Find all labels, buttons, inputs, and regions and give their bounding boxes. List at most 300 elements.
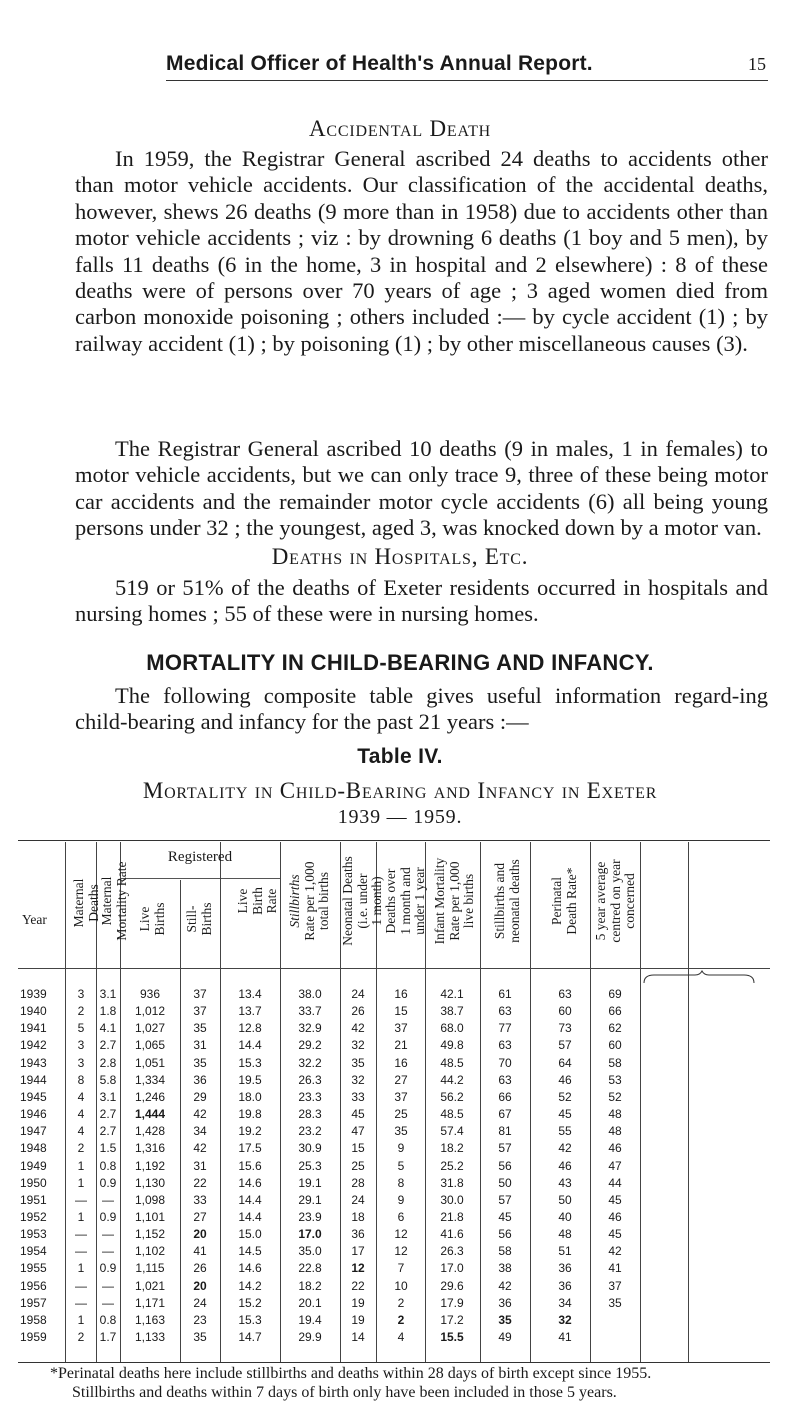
header-perinatal-rate (550, 844, 579, 958)
table-cell: 66 (498, 1089, 512, 1104)
table-cell: 44.2 (440, 1072, 464, 1087)
table-cell: 0.8 (99, 1158, 117, 1173)
table-cell: 56 (498, 1227, 512, 1242)
table-cell: 0.9 (99, 1209, 117, 1224)
table-cell: 4.1 (99, 1021, 117, 1036)
table-cell-year: 1943 (20, 1055, 47, 1070)
table-cell-year: 1958 (20, 1312, 47, 1327)
table-cell-year: 1939 (20, 987, 47, 1001)
table-cell: 52 (558, 1089, 572, 1104)
header-stillbirths-rate-line-2: Rate per 1,000 (301, 861, 317, 941)
table-cell-year: 1948 (20, 1141, 47, 1156)
table-cell: 3 (77, 1038, 85, 1053)
table-cell: 32.9 (298, 1021, 322, 1036)
header-still-births-text: Still-Births (184, 902, 214, 936)
table-cell: 15 (394, 1004, 408, 1019)
table-title: Mortality in Child-Bearing and Infancy in Exeter (142, 778, 658, 803)
table-cell: 2.8 (99, 1055, 117, 1070)
table-cell: 2.7 (99, 1107, 117, 1122)
table-cell: 63 (498, 1038, 512, 1053)
table-cell: 2 (77, 1330, 85, 1344)
table-cell: 81 (498, 1124, 512, 1139)
table-cell: 33 (351, 1089, 365, 1104)
table-cell: 1,098 (134, 1192, 166, 1207)
table-cell: 41 (193, 1244, 207, 1259)
table-cell: 1,246 (134, 1089, 166, 1104)
table-cell: 15.3 (238, 1312, 262, 1327)
table-cell: 23 (193, 1312, 207, 1327)
table-cell: 50 (498, 1175, 512, 1190)
table-cell-year: 1940 (20, 1004, 47, 1019)
table-cell: 56 (498, 1158, 512, 1173)
table-cell: 18.2 (298, 1278, 322, 1293)
table-cell: 44 (608, 1175, 622, 1190)
header-maternal-rate (100, 844, 129, 958)
table-cell: 17.2 (440, 1312, 464, 1327)
table-cell: 41 (608, 1261, 622, 1276)
table-cell: 15.5 (440, 1330, 464, 1344)
table-cell: 26.3 (298, 1072, 322, 1087)
table-cell: 15.2 (238, 1295, 262, 1310)
table-cell: 29.2 (298, 1038, 322, 1053)
table-cell: 36 (558, 1278, 572, 1293)
header-stillbirths-rate-line-1: Stillbirths (287, 874, 302, 928)
table-cell: 31.8 (440, 1175, 464, 1190)
table-cell: 35.0 (298, 1244, 322, 1259)
page-number: 15 (748, 54, 766, 74)
table-cell: 32 (351, 1038, 365, 1053)
table-cell: 36 (498, 1295, 512, 1310)
table-cell: 26 (193, 1261, 207, 1276)
header-stillneo-line-1: Stillbirths and (492, 862, 507, 940)
table-cell-year: 1954 (20, 1244, 47, 1259)
table-cell: 36 (351, 1227, 365, 1242)
table-cell: 48 (608, 1124, 622, 1139)
table-cell: 15 (351, 1141, 365, 1156)
table-cell: 14.7 (238, 1330, 262, 1344)
table-cell: 1,102 (134, 1244, 166, 1259)
table-cell: 5.8 (99, 1072, 117, 1087)
table-cell: 23.2 (298, 1124, 322, 1139)
table-cell: 3.1 (99, 987, 117, 1001)
mortality-heading: MORTALITY IN CHILD-BEARING AND INFANCY. (146, 650, 654, 675)
table-cell: 31 (193, 1038, 207, 1053)
table-cell: 48 (608, 1107, 622, 1122)
table-cell: 46 (608, 1209, 622, 1224)
header-stillbirths-rate (288, 844, 332, 958)
table-cell: — (102, 1295, 114, 1310)
header-bottom-rule (18, 968, 770, 969)
table-cell: 19 (351, 1312, 365, 1327)
header-maternal-rate-text: Maternal Mortality Rate (99, 861, 129, 941)
header-five-year-average (594, 844, 638, 958)
header-stillneo-line-2: neonatal deaths (506, 859, 522, 943)
table-cell: — (102, 1244, 114, 1259)
table-cell: 18.2 (440, 1141, 464, 1156)
table-cell: 14.2 (238, 1278, 262, 1293)
table-cell: 20 (193, 1227, 207, 1242)
table-cell: 32.2 (298, 1055, 322, 1070)
table-cell: 21.8 (440, 1209, 464, 1224)
table-cell: 3 (77, 1055, 85, 1070)
table-cell: 26.3 (440, 1244, 464, 1259)
table-cell: 45 (558, 1107, 572, 1122)
table-cell: 1,101 (134, 1209, 166, 1224)
hospitals-paragraph-text: 519 or 51% of the deaths of Exeter residents occurred in hospitals and nursing homes ; 55 of these were in nursing homes. (75, 575, 768, 627)
table-cell: 29.9 (298, 1330, 322, 1344)
table-cell: 42 (193, 1141, 207, 1156)
table-cell: 1,012 (134, 1004, 166, 1019)
header-stillbirths-neonatal (493, 844, 522, 958)
table-cell: 30.0 (440, 1192, 464, 1207)
table-cell: 57 (498, 1192, 512, 1207)
table-cell: 5 (77, 1021, 85, 1036)
table-cell: 1 (77, 1209, 85, 1224)
table-cell: 48.5 (440, 1107, 464, 1122)
table-cell: 2 (397, 1295, 405, 1310)
table-cell: 1,027 (134, 1021, 166, 1036)
table-cell: 33 (193, 1192, 207, 1207)
table-cell: 13.7 (238, 1004, 262, 1019)
header-live-births (138, 880, 167, 958)
table-cell: 28 (351, 1175, 365, 1190)
table-cell: 61 (498, 987, 512, 1001)
table-cell: 25 (394, 1107, 408, 1122)
table-cell: 27 (394, 1072, 408, 1087)
table-cell: 10 (394, 1278, 408, 1293)
table-cell: 6 (397, 1209, 405, 1224)
table-cell: 37 (193, 987, 207, 1001)
table-cell: 42.1 (440, 987, 464, 1001)
table-cell: — (75, 1192, 87, 1207)
table-cell: 4 (77, 1107, 85, 1122)
table-cell: 53 (608, 1072, 622, 1087)
table-cell: 31 (193, 1158, 207, 1173)
table-cell: 62 (608, 1021, 622, 1036)
table-cell-year: 1945 (20, 1089, 47, 1104)
table-cell: 1,316 (134, 1141, 166, 1156)
table-cell-year: 1956 (20, 1278, 47, 1293)
column-brace-icon (640, 970, 760, 984)
table-cell: 51 (558, 1244, 572, 1259)
table-cell: 42 (193, 1107, 207, 1122)
table-cell: 20 (193, 1278, 207, 1293)
table-cell: 40 (558, 1209, 572, 1224)
table-cell: 58 (498, 1244, 512, 1259)
table-cell: 14.4 (238, 1209, 262, 1224)
table-cell: 34 (193, 1124, 207, 1139)
table-cell: 1,171 (134, 1295, 166, 1310)
table-cell: 1,428 (134, 1124, 166, 1139)
header-avg-line-1: 5 year average (593, 861, 608, 941)
table-cell: — (102, 1192, 114, 1207)
table-cell: 77 (498, 1021, 512, 1036)
table-cell: 1,021 (134, 1278, 166, 1293)
table-cell: — (75, 1278, 87, 1293)
table-cell: 30.9 (298, 1141, 322, 1156)
table-cell: 1 (77, 1312, 85, 1327)
table-cell-year: 1947 (20, 1124, 47, 1139)
table-cell: 34 (558, 1295, 572, 1310)
table-cell: 58 (608, 1055, 622, 1070)
table-cell: 18.0 (238, 1089, 262, 1104)
table-cell: 3 (77, 987, 85, 1001)
table-cell: 3.1 (99, 1089, 117, 1104)
table-cell-year: 1946 (20, 1107, 47, 1122)
table-cell: 17 (351, 1244, 365, 1259)
header-maternal-deaths (72, 848, 101, 958)
table-cell: 15.0 (238, 1227, 262, 1242)
table-cell: 45 (351, 1107, 365, 1122)
table-cell: 37 (193, 1004, 207, 1019)
table-cell: 38.7 (440, 1004, 464, 1019)
table-cell: 15.6 (238, 1158, 262, 1173)
table-cell: 63 (498, 1004, 512, 1019)
table-cell: 43 (558, 1175, 572, 1190)
table-cell: 56.2 (440, 1089, 464, 1104)
accidental-death-heading: Accidental Death (308, 116, 492, 141)
table-cell: 49.8 (440, 1038, 464, 1053)
header-stillbirths-rate-line-3: total births (316, 871, 331, 931)
header-year: Year (22, 912, 47, 927)
table-cell: 2 (77, 1004, 85, 1019)
header-still-births (185, 880, 214, 958)
table-cell: 1 (77, 1158, 85, 1173)
table-cell: 0.9 (99, 1175, 117, 1190)
table-label: Table IV. (357, 745, 443, 768)
table-cell: — (102, 1278, 114, 1293)
table-cell: 2.7 (99, 1038, 117, 1053)
table-cell-year: 1951 (20, 1192, 47, 1207)
header-deaths-over-line-2: 1 month and (397, 867, 413, 935)
table-cell: 35 (498, 1312, 512, 1327)
table-cell-year: 1955 (20, 1261, 47, 1276)
header-neonatal-deaths (341, 844, 385, 958)
table-cell: 73 (558, 1021, 572, 1036)
table-cell: 46 (558, 1072, 572, 1087)
header-perinatal-line-2: Death Rate* (563, 867, 579, 935)
table-top-rule (18, 840, 770, 841)
header-perinatal-line-1: Perinatal (549, 877, 564, 925)
table-cell: 21 (394, 1038, 408, 1053)
table-cell: 14.6 (238, 1261, 262, 1276)
table-cell: 27 (193, 1209, 207, 1224)
table-cell: 42 (351, 1021, 365, 1036)
header-live-birth-rate-text: Live Birth Rate (235, 887, 279, 915)
table-cell: 35 (394, 1124, 408, 1139)
table-cell: 37 (608, 1278, 622, 1293)
header-deaths-over-line-3: under 1 year (412, 867, 427, 935)
running-title: Medical Officer of Health's Annual Report. (166, 52, 593, 75)
table-cell: 1,133 (134, 1330, 166, 1344)
header-neonatal-line-2: (i.e. under (354, 873, 370, 929)
table-cell: 2 (397, 1312, 405, 1327)
table-cell: 19.1 (298, 1175, 322, 1190)
table-cell: 12 (351, 1261, 365, 1276)
header-infant-line-1: Infant Mortality (432, 857, 447, 945)
accidental-paragraph-2-text: The Registrar General ascribed 10 deaths (9 in males, 1 in females) to motor vehicle accidents, but we can only trace 9, three of these being motor car accidents and the remainder motor cycle accidents (6) all being young persons under 32 ; the youngest, aged 3, was knocked down by a motor van. (75, 436, 768, 541)
table-cell: 17.5 (238, 1141, 262, 1156)
table-cell: 35 (608, 1295, 622, 1310)
table-cell: 25.3 (298, 1158, 322, 1173)
table-cell: 35 (193, 1330, 207, 1344)
hospitals-heading: Deaths in Hospitals, Etc. (271, 544, 529, 569)
header-registered: Registered (167, 849, 233, 865)
table-cell: 1.8 (99, 1004, 117, 1019)
table-cell: 9 (397, 1141, 405, 1156)
table-cell: 24 (351, 1192, 365, 1207)
table-cell: 63 (558, 987, 572, 1001)
header-maternal-deaths-text: Maternal Deaths (71, 878, 101, 928)
table-cell: 47 (608, 1158, 622, 1173)
table-cell: 8 (397, 1175, 405, 1190)
table-cell: 24 (193, 1295, 207, 1310)
table-cell: 18 (351, 1209, 365, 1224)
header-infant-mortality (433, 844, 477, 958)
table-cell: 1,115 (135, 1261, 165, 1276)
table-cell: 19.2 (238, 1124, 262, 1139)
table-cell: 1 (77, 1261, 85, 1276)
table-cell: 29 (193, 1089, 207, 1104)
header-live-birth-rate (236, 844, 280, 958)
table-cell: 45 (608, 1227, 622, 1242)
footnote-line-2: Stillbirths and deaths within 7 days of birth only have been included in those 5 years. (72, 1383, 617, 1401)
header-avg-line-2: centred on year (607, 859, 623, 943)
table-cell: 17.9 (440, 1295, 464, 1310)
table-cell: 22.8 (298, 1261, 322, 1276)
table-cell: 19.8 (238, 1107, 262, 1122)
header-live-births-text: Live Births (137, 902, 167, 936)
table-cell: 1,334 (134, 1072, 166, 1087)
table-cell: — (75, 1244, 87, 1259)
table-cell: 60 (558, 1004, 572, 1019)
table-cell-year: 1959 (20, 1330, 47, 1344)
table-cell: 1,130 (134, 1175, 166, 1190)
table-cell: 16 (394, 987, 408, 1001)
table-cell: 4 (77, 1089, 85, 1104)
table-cell: 66 (608, 1004, 622, 1019)
table-cell: 47 (351, 1124, 365, 1139)
table-cell: 33.7 (298, 1004, 322, 1019)
table-cell: 1,152 (134, 1227, 166, 1242)
table-title-years: 1939 — 1959. (337, 806, 463, 828)
table-cell: 42 (498, 1278, 512, 1293)
table-bottom-rule (18, 1362, 770, 1363)
table-cell: 19 (351, 1295, 365, 1310)
table-cell-year: 1944 (20, 1072, 47, 1087)
table-cell: 36 (193, 1072, 207, 1087)
table-cell: — (75, 1227, 87, 1242)
table-cell: 42 (608, 1244, 622, 1259)
table-cell: 29.6 (440, 1278, 464, 1293)
table-cell-year: 1942 (20, 1038, 47, 1053)
table-cell: 37 (394, 1021, 408, 1036)
table-cell: 22 (351, 1278, 365, 1293)
table-cell-year: 1941 (20, 1021, 47, 1036)
table-cell: 64 (558, 1055, 572, 1070)
table-cell: 15.3 (238, 1055, 262, 1070)
footnote (50, 1365, 768, 1402)
table-cell: — (102, 1227, 114, 1242)
table-cell: 63 (498, 1072, 512, 1087)
table-cell: 22 (193, 1175, 207, 1190)
table-cell: 46 (558, 1158, 572, 1173)
table-cell: 2.7 (99, 1124, 117, 1139)
header-deaths-over-1-month (384, 844, 428, 958)
table-cell: 37 (394, 1089, 408, 1104)
table-cell: 12 (394, 1227, 408, 1242)
table-cell: 4 (397, 1330, 405, 1344)
table-cell: 29.1 (298, 1192, 322, 1207)
table-cell: 25.2 (440, 1158, 464, 1173)
table-cell: 48.5 (440, 1055, 464, 1070)
table-cell: 1,065 (134, 1038, 166, 1053)
table-cell: 1.5 (99, 1141, 117, 1156)
table-cell: 45 (498, 1209, 512, 1224)
table-cell: 12.8 (238, 1021, 262, 1036)
table-cell: 67 (498, 1107, 512, 1122)
table-cell: 23.9 (298, 1209, 322, 1224)
table-cell-year: 1950 (20, 1175, 47, 1190)
table-cell: 17.0 (440, 1261, 464, 1276)
table-cell: 42 (558, 1141, 572, 1156)
col-rule-14 (688, 842, 689, 1362)
mortality-paragraph-text: The following composite table gives useful information regard-ing child-bearing and infancy for the past 21 years :— (75, 683, 768, 735)
table-cell: 25 (351, 1158, 365, 1173)
table-cell: 12 (394, 1244, 408, 1259)
table-cell: 1.7 (99, 1330, 117, 1344)
table-cell: 8 (77, 1072, 85, 1087)
table-cell: 26 (351, 1004, 365, 1019)
table-cell: 0.9 (99, 1261, 117, 1276)
table-cell: 48 (558, 1227, 572, 1242)
header-deaths-over-line-1: Deaths over (383, 868, 398, 934)
table-cell-year: 1949 (20, 1158, 47, 1173)
table-cell: 41.6 (440, 1227, 464, 1242)
table-cell: 49 (498, 1330, 512, 1344)
table-cell-year: 1953 (20, 1227, 47, 1242)
table-cell: 23.3 (298, 1089, 322, 1104)
table-cell: 24 (351, 987, 365, 1001)
header-neonatal-line-1: Neonatal Deaths (340, 856, 355, 946)
table-cell: 20.1 (298, 1295, 322, 1310)
table-cell: 35 (193, 1055, 207, 1070)
table-cell: 32 (558, 1312, 572, 1327)
table-cell: 1,192 (134, 1158, 166, 1173)
table-cell: 17.0 (298, 1227, 322, 1242)
table-cell-year: 1952 (20, 1209, 47, 1224)
table-cell: 60 (608, 1038, 622, 1053)
table-cell: 38.0 (298, 987, 322, 1001)
table-cell: 36 (558, 1261, 572, 1276)
table-cell: 35 (193, 1021, 207, 1036)
table-cell: 14 (351, 1330, 365, 1344)
table-cell: 2 (77, 1141, 85, 1156)
table-cell: 14.5 (238, 1244, 262, 1259)
table-cell: 19.5 (238, 1072, 262, 1087)
header-neonatal-line-3: 1 month) (369, 876, 384, 926)
table-cell: 1 (77, 1175, 85, 1190)
table-cell: 936 (139, 987, 161, 1001)
table-cell: 14.4 (238, 1192, 262, 1207)
footnote-line-1: *Perinatal deaths here include stillbirths and deaths within 28 days of birth except since 1955. (50, 1365, 652, 1382)
table-cell: — (75, 1295, 87, 1310)
table-cell: 57 (558, 1038, 572, 1053)
table-cell: 0.8 (99, 1312, 117, 1327)
table-cell: 1,051 (134, 1055, 166, 1070)
table-cell: 1,444 (134, 1107, 166, 1122)
table-cell: 57 (498, 1141, 512, 1156)
